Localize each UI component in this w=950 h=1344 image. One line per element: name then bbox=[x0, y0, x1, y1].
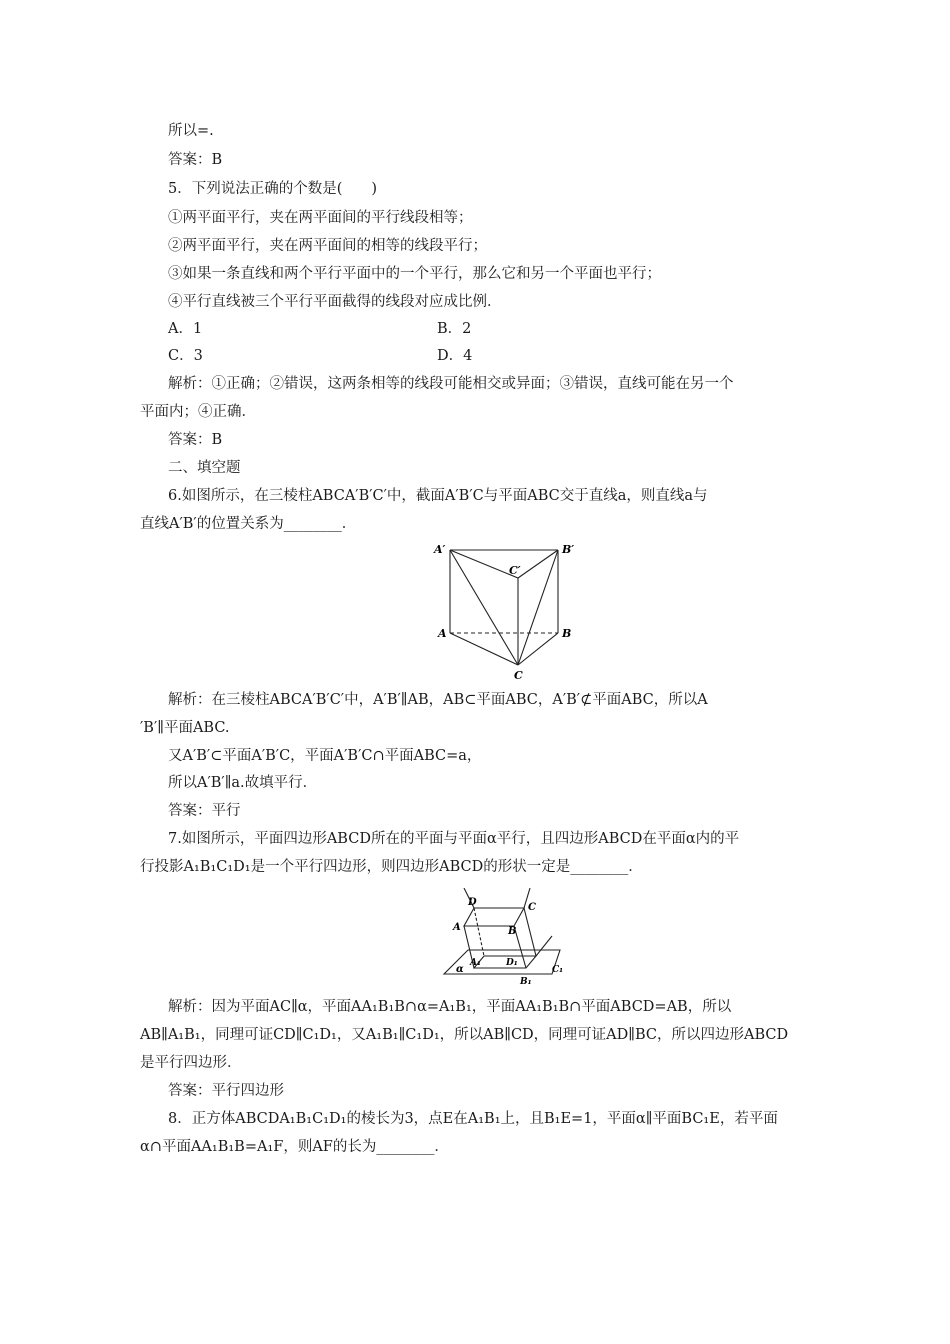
label-alpha: α bbox=[456, 964, 464, 975]
option-d: D．4 bbox=[437, 348, 473, 364]
analysis-5-cont: 平面内；④正确． bbox=[140, 404, 256, 420]
analysis-6-cont: ′B′∥平面ABC. bbox=[140, 720, 230, 736]
label-d1: D₁ bbox=[506, 958, 518, 968]
question-6-cont: 直线A′B′的位置关系为________． bbox=[140, 516, 357, 532]
label-c: C bbox=[514, 669, 523, 682]
label-b-prime: B′ bbox=[562, 543, 575, 556]
label-c1: C₁ bbox=[552, 965, 564, 975]
analysis-7-cont: AB∥A₁B₁，同理可证CD∥C₁D₁，又A₁B₁∥C₁D₁，所以AB∥CD，同理可证AD∥BC，所以四边形ABCD bbox=[140, 1027, 789, 1043]
option-a: A．1 bbox=[168, 321, 203, 337]
text-line: 所以=. bbox=[168, 123, 214, 139]
label-b: B bbox=[562, 627, 572, 640]
statement-4: ④平行直线被三个平行平面截得的线段对应成比例． bbox=[168, 294, 502, 310]
analysis-7: 解析：因为平面AC∥α，平面AA₁B₁B∩α=A₁B₁，平面AA₁B₁B∩平面ABCD=AB，所以 bbox=[168, 999, 732, 1015]
label-a: A bbox=[438, 627, 447, 640]
question-5: 5．下列说法正确的个数是( ) bbox=[168, 181, 378, 197]
question-7: 7.如图所示，平面四边形ABCD所在的平面与平面α平行，且四边形ABCD在平面α内的平 bbox=[168, 831, 740, 847]
question-6: 6.如图所示，在三棱柱ABCA′B′C′中，截面A′B′C与平面ABC交于直线a，则直线a与 bbox=[168, 488, 708, 504]
statement-2: ②两平面平行，夹在两平面间的相等的线段平行； bbox=[168, 238, 487, 254]
projection-figure bbox=[440, 888, 580, 990]
question-7-cont: 行投影A₁B₁C₁D₁是一个平行四边形，则四边形ABCD的形状一定是________． bbox=[140, 859, 643, 875]
label-a1: A₁ bbox=[470, 958, 481, 968]
analysis-6-line2: 又A′B′⊂平面A′B′C，平面A′B′C∩平面ABC=a， bbox=[168, 748, 482, 764]
prism-figure bbox=[420, 538, 590, 688]
answer-line: 答案：B bbox=[168, 152, 223, 168]
label-c-prime: C′ bbox=[509, 564, 521, 577]
label-b: B bbox=[508, 926, 517, 937]
label-b1: B₁ bbox=[520, 977, 532, 987]
option-b: B．2 bbox=[437, 321, 472, 337]
statement-1: ①两平面平行，夹在两平面间的平行线段相等； bbox=[168, 210, 473, 226]
option-c: C．3 bbox=[168, 348, 203, 364]
label-d: D bbox=[468, 897, 477, 908]
analysis-7-end: 是平行四边形． bbox=[140, 1055, 242, 1071]
analysis-5: 解析：①正确；②错误，这两条相等的线段可能相交或异面；③错误，直线可能在另一个 bbox=[168, 376, 734, 392]
section-heading: 二、填空题 bbox=[168, 460, 241, 476]
label-c: C bbox=[528, 902, 536, 913]
label-a-prime: A′ bbox=[434, 543, 446, 556]
label-a: A bbox=[453, 922, 461, 933]
analysis-6: 解析：在三棱柱ABCA′B′C′中，A′B′∥AB，AB⊂平面ABC，A′B′⊄平面ABC，所以A bbox=[168, 692, 708, 708]
answer-7: 答案：平行四边形 bbox=[168, 1083, 284, 1099]
answer-5: 答案：B bbox=[168, 432, 223, 448]
question-8: 8．正方体ABCDA₁B₁C₁D₁的棱长为3，点E在A₁B₁上，且B₁E=1，平面α∥平面BC₁E，若平面 bbox=[168, 1111, 778, 1127]
question-8-cont: α∩平面AA₁B₁B=A₁F，则AF的长为________． bbox=[140, 1139, 449, 1155]
answer-6: 答案：平行 bbox=[168, 803, 241, 819]
analysis-6-line3: 所以A′B′∥a.故填平行． bbox=[168, 775, 318, 791]
statement-3: ③如果一条直线和两个平行平面中的一个平行，那么它和另一个平面也平行； bbox=[168, 266, 661, 282]
